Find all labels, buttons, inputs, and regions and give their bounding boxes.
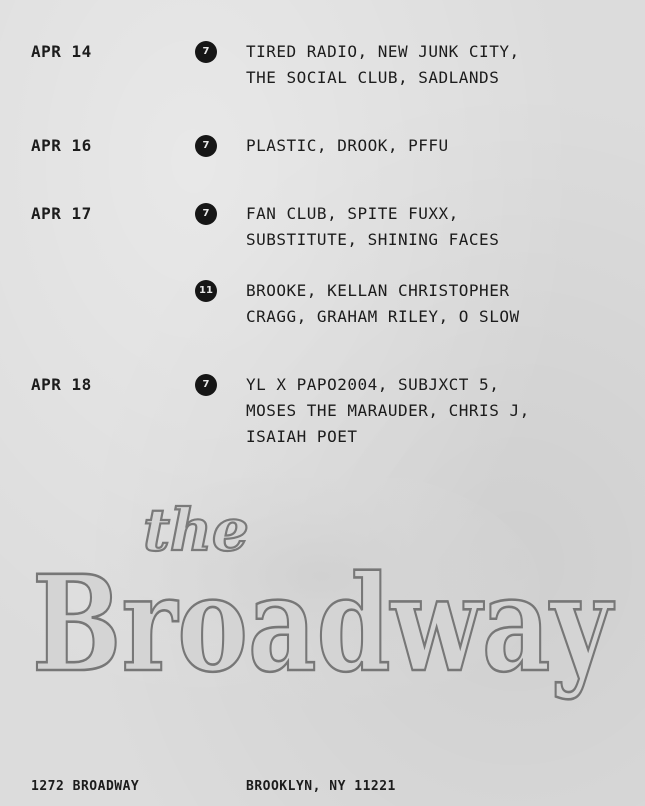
venue-logo [20, 478, 625, 728]
event-date: APR 18 [31, 375, 92, 394]
event-lineup: FAN CLUB, SPITE FUXX, SUBSTITUTE, SHINING FACES [246, 204, 500, 249]
event-date: APR 14 [31, 42, 92, 61]
event-lineup: TIRED RADIO, NEW JUNK CITY, THE SOCIAL CLUB, SADLANDS [246, 42, 520, 87]
event-date: APR 17 [31, 204, 92, 223]
event-lineup: BROOKE, KELLAN CHRISTOPHER CRAGG, GRAHAM RILEY, O SLOW [246, 281, 520, 326]
logo-large-word: Broadway [32, 547, 615, 702]
event-lineup: YL X PAPO2004, SUBJXCT 5, MOSES THE MARAUDER, CHRIS J, ISAIAH POET [246, 375, 530, 446]
time-badge: 7 [195, 135, 217, 157]
footer-city: BROOKLYN, NY 11221 [246, 779, 396, 794]
time-badge: 7 [195, 203, 217, 225]
event-date: APR 16 [31, 136, 92, 155]
event-lineup: PLASTIC, DROOK, PFFU [246, 136, 449, 155]
footer-address: 1272 BROADWAY [31, 779, 140, 794]
time-badge: 11 [195, 280, 217, 302]
time-badge: 7 [195, 374, 217, 396]
time-badge: 7 [195, 41, 217, 63]
logo-small-word: the [143, 496, 249, 564]
